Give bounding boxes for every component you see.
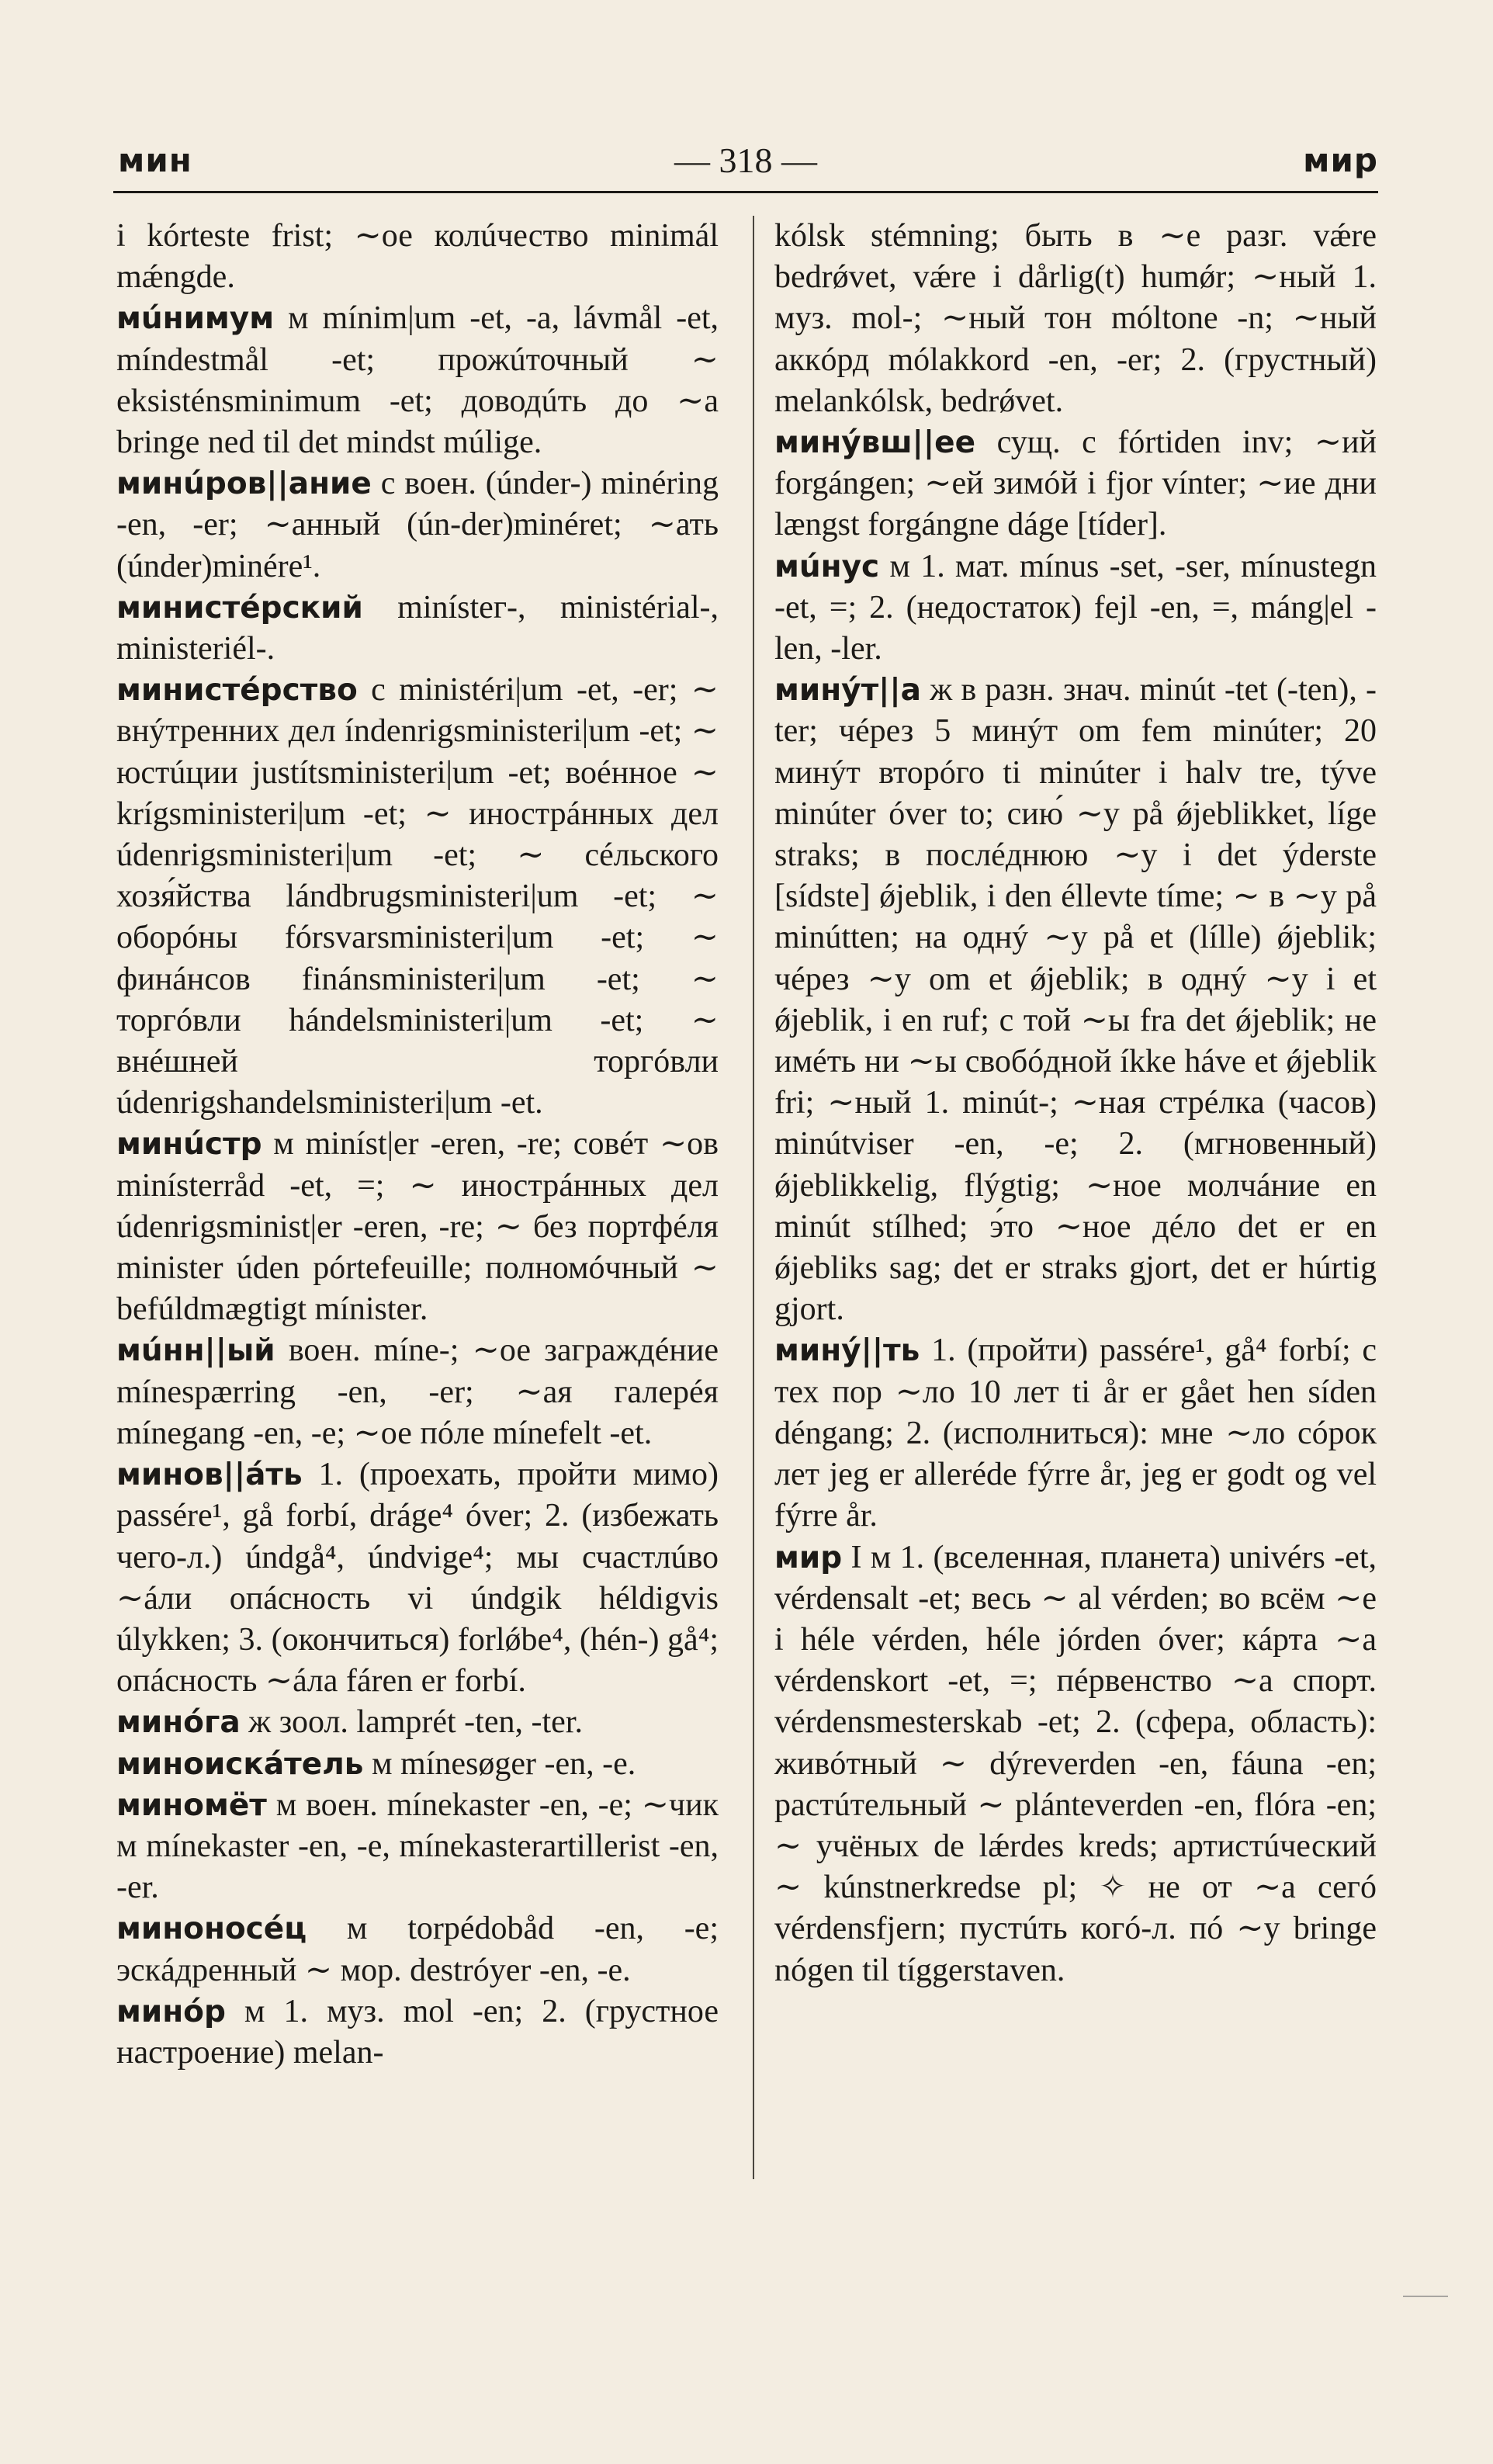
entry-body: с воен. (únder-) minéring -en, -er; ∼анный (ún-der)minéret; ∼ать (únder)minére¹. bbox=[116, 466, 719, 584]
entry-headword: миноносéц bbox=[116, 1911, 307, 1947]
entry-body: м mínim|um -et, -a, lávmål -et, míndestmål -et; прожúточный ∼ eksisténsminimum -et; доводúть до ∼а bringe ned til det mindst múlige. bbox=[116, 300, 719, 461]
dictionary-entry bbox=[116, 1330, 719, 1454]
entry-headword: минýт||а bbox=[774, 673, 921, 709]
dictionary-entry bbox=[774, 670, 1377, 1330]
entry-body: ж в разн. знач. minút -tet (-ten), -ter; чéрез 5 минýт om fem minúter; 20 минýт вторóго ti minúter i halv tre, týve minúter óver to; сию́ ∼у på ǿjeblikket, líge straks; в послéднюю ∼у i det ýderste [sídste] ǿjeblik, i den éllevte tíme; ∼ в ∼у på minútten; на однý ∼у på et (lílle) ǿjeblik; чéрез ∼у om et ǿjeblik; в однý ∼у i et ǿjeblik, i en ruf; с той ∼ы fra det ǿjeblik; не имéть ни ∼ы свобóдной íkke háve et ǿjeblik fri; ∼ный 1. minút-; ∼ная стрéлка (часов) minútviser -en, -e; 2. (мгновенный) ǿjeblikkelig, flýgtig; ∼ное молчáние en minút stílhed; э́то ∼ное дéло det er en ǿjebliks sag; det er straks gjort, det er húrtig gjort. bbox=[774, 672, 1377, 1328]
entry-headword: минов||áть bbox=[116, 1457, 303, 1493]
entry-headword: минúстр bbox=[116, 1127, 262, 1163]
entry-headword: мúнус bbox=[774, 549, 880, 584]
dictionary-entry bbox=[116, 463, 719, 587]
dictionary-entry bbox=[774, 1537, 1377, 1991]
dictionary-entry bbox=[116, 298, 719, 463]
entry-body: 1. (пройти) passére¹, gå⁴ forbí; с тех пор ∼ло 10 лет ti år er gået hen síden déngang; 2. (исполниться): мне ∼ло сóрок лет jeg er alleréde fýrre år, jeg er godt og vel fýrre år. bbox=[774, 1333, 1377, 1534]
dictionary-entry bbox=[116, 216, 719, 298]
dictionary-entry bbox=[116, 1454, 719, 1702]
entry-headword: минóр bbox=[116, 1994, 226, 2029]
column-divider bbox=[753, 216, 754, 2179]
page-edge-mark bbox=[1403, 2296, 1448, 2297]
dictionary-entry bbox=[774, 546, 1377, 671]
dictionary-entry bbox=[116, 1702, 719, 1743]
entry-headword: миномёт bbox=[116, 1787, 267, 1823]
entry-body: м 1. муз. mol -en; 2. (грустное настроение) melan- bbox=[116, 1993, 719, 2071]
entry-headword: минúров||ание bbox=[116, 466, 372, 502]
entry-headword: минý||ть bbox=[774, 1333, 920, 1369]
entry-headword: миноискáтель bbox=[116, 1746, 364, 1782]
entry-headword: мир bbox=[774, 1540, 843, 1575]
entry-body: м 1. мат. mínus -set, -ser, mínustegn -et, =; 2. (недостаток) fejl -en, =, máng|el -len, -ler. bbox=[774, 548, 1377, 667]
running-head-right: мир bbox=[1303, 141, 1378, 179]
dictionary-entry bbox=[116, 1785, 719, 1909]
entry-headword: министéрский bbox=[116, 590, 363, 626]
dictionary-entry bbox=[774, 422, 1377, 546]
entry-headword: министéрство bbox=[116, 673, 358, 709]
entry-body: м torpédobåd -en, -e; эскáдренный ∼ мор. destróyer -en, -e. bbox=[116, 1911, 719, 1988]
entry-headword: мúнн||ый bbox=[116, 1333, 275, 1369]
entry-body: minístег-, ministérial-, ministeriél-. bbox=[116, 589, 719, 667]
dictionary-entry bbox=[116, 1124, 719, 1330]
dictionary-entry bbox=[116, 587, 719, 670]
dictionary-entry bbox=[774, 1330, 1377, 1537]
right-column bbox=[774, 216, 1377, 1991]
entry-body: сущ. с fórtiden inv; ∼ий forgángen; ∼ей зимóй i fjor vínter; ∼ие дни længst forgángne dáge [tíder]. bbox=[774, 425, 1377, 543]
entry-body: м воен. mínekaster -en, -e; ∼чик м mínekaster -en, -e, mínekasterartillerist -en, -er. bbox=[116, 1786, 719, 1906]
entry-headword: минýвш||ее bbox=[774, 425, 976, 461]
entry-body: ж зоол. lamprét -ten, -ter. bbox=[248, 1704, 583, 1741]
left-column bbox=[116, 216, 719, 2074]
dictionary-entry bbox=[116, 670, 719, 1124]
entry-body: воен. míne-; ∼ое заграждéние mínespærring -en, -er; ∼ая галерéя mínegang -en, -e; ∼ое пóле mínefelt -et. bbox=[116, 1333, 719, 1451]
entry-body: 1. (проехать, пройти мимо) passére¹, gå forbí, dráge⁴ óver; 2. (избежать чего-л.) úndgå⁴, úndvige⁴; мы счастлúво ∼áли опáсность vi úndgik héldigvis úlykken; 3. (окончиться) forlǿbe⁴, (hén-) gå⁴; опáсность ∼áла fáren er forbí. bbox=[116, 1457, 719, 1700]
entry-headword: минóга bbox=[116, 1705, 241, 1741]
entry-body: м miníst|er -eren, -re; совéт ∼ов minísterråd -et, =; ∼ инострáнных дел údenrigsminist|er -eren, -re; ∼ без портфéля minister úden pórtefeuille; полномóчный ∼ befúldmægtigt mínister. bbox=[116, 1126, 719, 1328]
running-head-left: мин bbox=[118, 141, 192, 179]
entry-body: i kórteste frist; ∼ое колúчество minimál mǽngde. bbox=[116, 218, 719, 296]
dictionary-entry bbox=[116, 1744, 719, 1785]
entry-body: м mínesøger -en, -e. bbox=[371, 1745, 636, 1782]
entry-body: с ministéri|um -et, -er; ∼ внýтренних дел índenrigsministeri|um -et; ∼ юстúции justítsministeri|um -et; воéнное ∼ krígsministeri|um -et; ∼ инострáнных дел údenrigsministeri|um -et; ∼ сéльского хозя́йства lándbrugsministeri|um -et; ∼ оборóны fórsvarsministeri|um -et; ∼ финáнсов finánsministeri|um -et; ∼ торгóвли hándelsministeri|um -et; ∼ внéшней торгóвли údenrigshandelsministeri|um -et. bbox=[116, 672, 719, 1121]
page-number: — 318 — bbox=[674, 140, 817, 180]
dictionary-entry bbox=[774, 216, 1377, 422]
entry-headword: мúнимум bbox=[116, 301, 275, 337]
entry-body: kólsk stémning; быть в ∼е разг. vǽre bedrǿvet, vǽre i dårlig(t) humǿr; ∼ный 1. муз. mol-; ∼ный тон móltone -n; ∼ный аккóрд mólakkord -en, -er; 2. (грустный) melankólsk, bedrǿvet. bbox=[774, 218, 1377, 419]
page-header bbox=[113, 137, 1378, 193]
entry-body: I м 1. (вселенная, планета) univérs -et, vérdensalt -et; весь ∼ al vérden; во всём ∼е i héle vérden, héle jórden óver; кáрта ∼а vérdenskort -et, =; пéрвенство ∼а спорт. vérdensmesterskab -et; 2. (сфера, область): живóтный ∼ dýreverden -en, fáuna -en; растúтельный ∼ plánteverden -en, flóra -en; ∼ учёных de lǽrdes kreds; артистúческий ∼ kúnstnerkredse pl; ✧ не от ∼а сегó vérdensfjern; пустúть когó-л. пó ∼у bringe nógen til tíggerstaven. bbox=[774, 1539, 1377, 1988]
dictionary-entry bbox=[116, 1991, 719, 2074]
dictionary-entry bbox=[116, 1908, 719, 1991]
